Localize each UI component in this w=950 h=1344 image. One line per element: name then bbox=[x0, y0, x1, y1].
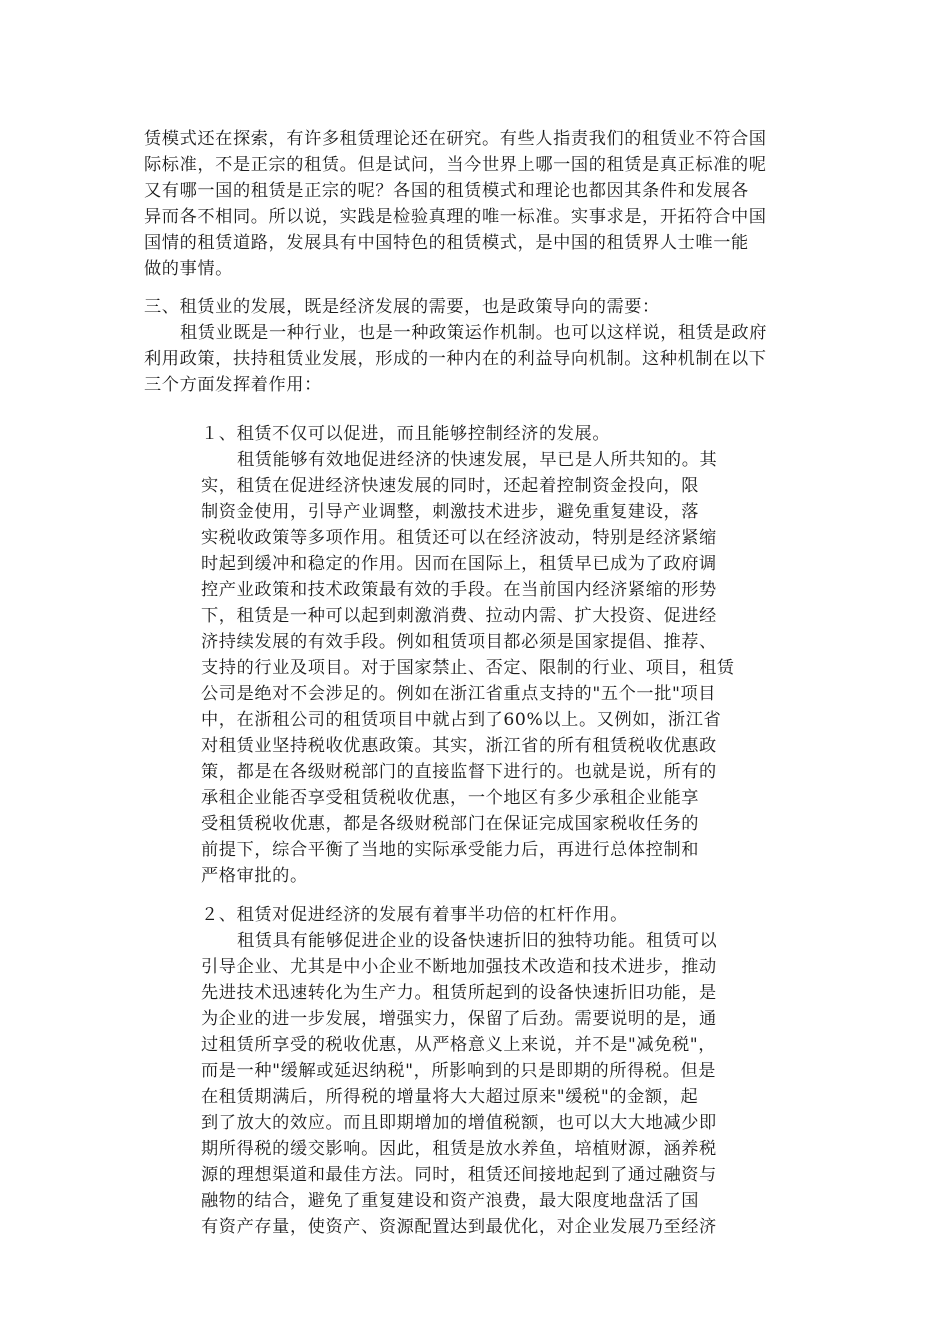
section-three-line: 租赁业既是一种行业，也是一种政策运作机制。也可以这样说，租赁是政府 bbox=[180, 323, 767, 343]
point-two-line: 期所得税的缓交影响。因此，租赁是放水养鱼，培植财源，涵养税 bbox=[201, 1139, 717, 1159]
intro-line: 做的事情。 bbox=[144, 259, 233, 279]
point-two-line: 到了放大的效应。而且即期增加的增值税额，也可以大大地减少即 bbox=[201, 1113, 717, 1133]
point-one-line: 租赁能够有效地促进经济的快速发展，早已是人所共知的。其 bbox=[237, 450, 718, 470]
point-two-line: 过租赁所享受的税收优惠，从严格意义上来说，并不是"减免税"， bbox=[201, 1035, 717, 1055]
point-one-line: 控产业政策和技术政策最有效的手段。在当前国内经济紧缩的形势 bbox=[201, 580, 717, 600]
point-one-line: 承租企业能否享受租赁税收优惠，一个地区有多少承租企业能享 bbox=[201, 788, 700, 808]
point-two-line: 而是一种"缓解或延迟纳税"，所影响到的只是即期的所得税。但是 bbox=[201, 1061, 717, 1081]
point-one-line: 公司是绝对不会涉足的。例如在浙江省重点支持的"五个一批"项目 bbox=[201, 684, 717, 704]
intro-line: 赁模式还在探索，有许多租赁理论还在研究。有些人指责我们的租赁业不符合国 bbox=[144, 129, 767, 149]
point-one-line: 制资金使用，引导产业调整，刺激技术进步，避免重复建设，落 bbox=[201, 502, 700, 522]
point-two-heading: ２、租赁对促进经济的发展有着事半功倍的杠杆作用。 bbox=[201, 905, 628, 925]
point-one-line: 对租赁业坚持税收优惠政策。其实，浙江省的所有租赁税收优惠政 bbox=[201, 736, 717, 756]
point-two-line: 融物的结合，避免了重复建设和资产浪费，最大限度地盘活了国 bbox=[201, 1191, 700, 1211]
section-three-heading: 三、租赁业的发展，既是经济发展的需要，也是政策导向的需要： bbox=[144, 297, 660, 317]
point-one-line: 实税收政策等多项作用。租赁还可以在经济波动，特别是经济紧缩 bbox=[201, 528, 717, 548]
point-two-line: 在租赁期满后，所得税的增量将大大超过原来"缓税"的金额，起 bbox=[201, 1087, 699, 1107]
point-one-line: 策，都是在各级财税部门的直接监督下进行的。也就是说，所有的 bbox=[201, 762, 717, 782]
section-three-line: 三个方面发挥着作用： bbox=[144, 375, 322, 395]
intro-line: 又有哪一国的租赁是正宗的呢？各国的租赁模式和理论也都因其条件和发展各 bbox=[144, 181, 749, 201]
point-one-heading: １、租赁不仅可以促进，而且能够控制经济的发展。 bbox=[201, 424, 611, 444]
point-one-line: 下，租赁是一种可以起到刺激消费、拉动内需、扩大投资、促进经 bbox=[201, 606, 717, 626]
point-one-line: 中，在浙租公司的租赁项目中就占到了60%以上。又例如，浙江省 bbox=[201, 710, 722, 730]
point-one-line: 支持的行业及项目。对于国家禁止、否定、限制的行业、项目，租赁 bbox=[201, 658, 735, 678]
point-two-line: 租赁具有能够促进企业的设备快速折旧的独特功能。租赁可以 bbox=[237, 931, 718, 951]
point-one-line: 前提下，综合平衡了当地的实际承受能力后，再进行总体控制和 bbox=[201, 840, 700, 860]
intro-line: 国情的租赁道路，发展具有中国特色的租赁模式，是中国的租赁界人士唯一能 bbox=[144, 233, 749, 253]
section-three-line: 利用政策，扶持租赁业发展，形成的一种内在的利益导向机制。这种机制在以下 bbox=[144, 349, 767, 369]
intro-line: 际标准，不是正宗的租赁。但是试问，当今世界上哪一国的租赁是真正标准的呢 bbox=[144, 155, 767, 175]
point-one-line: 实，租赁在促进经济快速发展的同时，还起着控制资金投向，限 bbox=[201, 476, 700, 496]
point-one-line: 受租赁税收优惠，都是各级财税部门在保证完成国家税收任务的 bbox=[201, 814, 700, 834]
point-two-line: 引导企业、尤其是中小企业不断地加强技术改造和技术进步，推动 bbox=[201, 957, 717, 977]
point-one-line: 时起到缓冲和稳定的作用。因而在国际上，租赁早已成为了政府调 bbox=[201, 554, 717, 574]
point-one-line: 济持续发展的有效手段。例如租赁项目都必须是国家提倡、推荐、 bbox=[201, 632, 717, 652]
point-two-line: 先进技术迅速转化为生产力。租赁所起到的设备快速折旧功能，是 bbox=[201, 983, 717, 1003]
point-two-line: 源的理想渠道和最佳方法。同时，租赁还间接地起到了通过融资与 bbox=[201, 1165, 717, 1185]
point-one-line: 严格审批的。 bbox=[201, 866, 308, 886]
intro-line: 异而各不相同。所以说，实践是检验真理的唯一标准。实事求是，开拓符合中国 bbox=[144, 207, 767, 227]
point-two-line: 有资产存量，使资产、资源配置达到最优化，对企业发展乃至经济 bbox=[201, 1217, 717, 1237]
point-two-line: 为企业的进一步发展，增强实力，保留了后劲。需要说明的是，通 bbox=[201, 1009, 717, 1029]
